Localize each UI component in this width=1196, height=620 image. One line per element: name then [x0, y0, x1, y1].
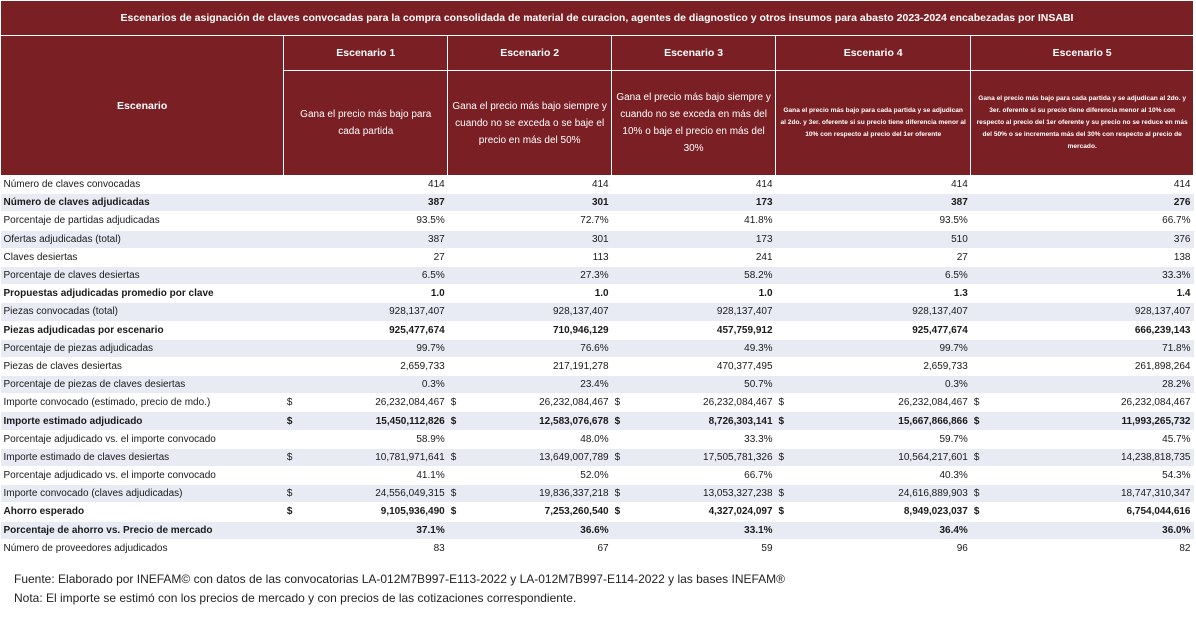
table-row — [1, 394, 1194, 412]
cell-value: 1.3 — [788, 285, 971, 303]
cell-value: 45.7% — [983, 430, 1194, 448]
cell-value: 33.1% — [624, 521, 776, 539]
cell-value: 40.3% — [788, 467, 971, 485]
scenario-3-name: Escenario 3 — [612, 36, 776, 71]
currency-symbol — [448, 194, 460, 212]
currency-symbol — [612, 467, 624, 485]
cell-value: 67 — [460, 539, 612, 557]
currency-symbol — [448, 357, 460, 375]
currency-symbol: $ — [612, 485, 624, 503]
cell-value: 58.9% — [296, 430, 448, 448]
cell-value: 928,137,407 — [788, 303, 971, 321]
currency-symbol — [776, 285, 788, 303]
currency-symbol — [612, 430, 624, 448]
cell-value: 12,583,076,678 — [460, 412, 612, 430]
currency-symbol: $ — [448, 448, 460, 466]
cell-value: 19,836,337,218 — [460, 485, 612, 503]
currency-symbol: $ — [284, 412, 296, 430]
currency-symbol: $ — [776, 503, 788, 521]
cell-value: 301 — [460, 194, 612, 212]
currency-symbol — [448, 303, 460, 321]
cell-value: 36.0% — [983, 521, 1194, 539]
table-row — [1, 212, 1194, 230]
currency-symbol — [284, 376, 296, 394]
currency-symbol: $ — [776, 448, 788, 466]
cell-value: 23.4% — [460, 376, 612, 394]
table-row — [1, 285, 1194, 303]
cell-value: 41.8% — [624, 212, 776, 230]
cell-value: 0.3% — [788, 376, 971, 394]
cell-value: 82 — [983, 539, 1194, 557]
cell-value: 71.8% — [983, 339, 1194, 357]
currency-symbol — [448, 339, 460, 357]
cell-value: 414 — [983, 176, 1194, 194]
table-row — [1, 248, 1194, 266]
row-label: Piezas adjudicadas por escenario — [1, 321, 284, 339]
cell-value: 4,327,024,097 — [624, 503, 776, 521]
currency-symbol — [971, 321, 983, 339]
row-label: Porcentaje adjudicado vs. el importe convocado — [1, 467, 284, 485]
row-label: Porcentaje de piezas de claves desiertas — [1, 376, 284, 394]
scenario-4-name: Escenario 4 — [776, 36, 971, 71]
cell-value: 59 — [624, 539, 776, 557]
cell-value: 928,137,407 — [624, 303, 776, 321]
cell-value: 83 — [296, 539, 448, 557]
currency-symbol — [284, 339, 296, 357]
cell-value: 26,232,084,467 — [296, 394, 448, 412]
currency-symbol: $ — [971, 448, 983, 466]
currency-symbol — [448, 376, 460, 394]
currency-symbol: $ — [448, 394, 460, 412]
currency-symbol — [612, 176, 624, 194]
currency-symbol — [612, 285, 624, 303]
cell-value: 26,232,084,467 — [983, 394, 1194, 412]
scenario-2-name: Escenario 2 — [448, 36, 612, 71]
table-row — [1, 503, 1194, 521]
cell-value: 138 — [983, 248, 1194, 266]
cell-value: 93.5% — [296, 212, 448, 230]
currency-symbol — [971, 467, 983, 485]
cell-value: 27 — [296, 248, 448, 266]
row-label: Porcentaje de piezas adjudicadas — [1, 339, 284, 357]
currency-symbol: $ — [612, 412, 624, 430]
currency-symbol — [448, 285, 460, 303]
currency-symbol — [284, 357, 296, 375]
cell-value: 17,505,781,326 — [624, 448, 776, 466]
currency-symbol — [448, 467, 460, 485]
cell-value: 925,477,674 — [296, 321, 448, 339]
currency-symbol — [612, 230, 624, 248]
currency-symbol — [776, 430, 788, 448]
currency-symbol: $ — [284, 485, 296, 503]
currency-symbol — [971, 248, 983, 266]
scenario-1-name: Escenario 1 — [284, 36, 448, 71]
table-row — [1, 266, 1194, 284]
currency-symbol — [612, 266, 624, 284]
cell-value: 37.1% — [296, 521, 448, 539]
footnotes — [14, 570, 785, 608]
cell-value: 24,616,889,903 — [788, 485, 971, 503]
currency-symbol: $ — [971, 412, 983, 430]
table-row — [1, 412, 1194, 430]
currency-symbol — [448, 539, 460, 557]
cell-value: 10,564,217,601 — [788, 448, 971, 466]
currency-symbol — [776, 467, 788, 485]
currency-symbol — [776, 521, 788, 539]
cell-value: 26,232,084,467 — [460, 394, 612, 412]
currency-symbol — [284, 303, 296, 321]
currency-symbol — [612, 357, 624, 375]
cell-value: 2,659,733 — [296, 357, 448, 375]
cell-value: 276 — [983, 194, 1194, 212]
row-label: Propuestas adjudicadas promedio por clave — [1, 285, 284, 303]
cell-value: 48.0% — [460, 430, 612, 448]
row-label: Número de proveedores adjudicados — [1, 539, 284, 557]
currency-symbol — [448, 266, 460, 284]
cell-value: 41.1% — [296, 467, 448, 485]
cell-value: 301 — [460, 230, 612, 248]
currency-symbol — [448, 430, 460, 448]
cell-value: 66.7% — [983, 212, 1194, 230]
currency-symbol — [612, 376, 624, 394]
cell-value: 1.4 — [983, 285, 1194, 303]
currency-symbol — [971, 521, 983, 539]
cell-value: 7,253,260,540 — [460, 503, 612, 521]
currency-symbol: $ — [284, 448, 296, 466]
cell-value: 470,377,495 — [624, 357, 776, 375]
currency-symbol — [284, 539, 296, 557]
cell-value: 50.7% — [624, 376, 776, 394]
cell-value: 27.3% — [460, 266, 612, 284]
cell-value: 9,105,936,490 — [296, 503, 448, 521]
cell-value: 1.0 — [624, 285, 776, 303]
cell-value: 928,137,407 — [983, 303, 1194, 321]
cell-value: 173 — [624, 194, 776, 212]
scenario-2-description: Gana el precio más bajo siempre y cuando no se exceda o se baje el precio en más del 50% — [448, 71, 612, 176]
cell-value: 414 — [788, 176, 971, 194]
cell-value: 26,232,084,467 — [788, 394, 971, 412]
cell-value: 928,137,407 — [296, 303, 448, 321]
table-row — [1, 321, 1194, 339]
cell-value: 414 — [296, 176, 448, 194]
table-row — [1, 230, 1194, 248]
currency-symbol — [971, 285, 983, 303]
row-label: Importe estimado de claves desiertas — [1, 448, 284, 466]
currency-symbol — [448, 321, 460, 339]
table-row — [1, 485, 1194, 503]
currency-symbol — [776, 321, 788, 339]
cell-value: 1.0 — [460, 285, 612, 303]
escenario-header: Escenario — [1, 36, 284, 176]
currency-symbol — [612, 339, 624, 357]
cell-value: 510 — [788, 230, 971, 248]
row-label: Porcentaje de partidas adjudicadas — [1, 212, 284, 230]
currency-symbol — [284, 248, 296, 266]
table-row — [1, 357, 1194, 375]
currency-symbol — [612, 194, 624, 212]
cell-value: 15,450,112,826 — [296, 412, 448, 430]
cell-value: 6.5% — [788, 266, 971, 284]
currency-symbol — [612, 521, 624, 539]
cell-value: 59.7% — [788, 430, 971, 448]
currency-symbol — [448, 176, 460, 194]
cell-value: 13,053,327,238 — [624, 485, 776, 503]
row-label: Porcentaje de claves desiertas — [1, 266, 284, 284]
cell-value: 925,477,674 — [788, 321, 971, 339]
cell-value: 1.0 — [296, 285, 448, 303]
currency-symbol: $ — [776, 412, 788, 430]
cell-value: 13,649,007,789 — [460, 448, 612, 466]
currency-symbol: $ — [612, 394, 624, 412]
scenario-5-description: Gana el precio más bajo para cada partida y se adjudican al 2do. y 3er. oferente si su precio tiene diferencia menor al 10% con respecto al precio del 1er oferente y su precio no se reduce en más del 50% o se incrementa más del 30% con respecto al precio de mercado. — [971, 71, 1194, 176]
currency-symbol: $ — [284, 503, 296, 521]
cell-value: 27 — [788, 248, 971, 266]
table-row — [1, 339, 1194, 357]
currency-symbol — [284, 321, 296, 339]
currency-symbol — [284, 285, 296, 303]
currency-symbol — [448, 521, 460, 539]
scenario-1-description: Gana el precio más bajo para cada partida — [284, 71, 448, 176]
currency-symbol — [284, 194, 296, 212]
currency-symbol — [776, 357, 788, 375]
cell-value: 96 — [788, 539, 971, 557]
cell-value: 72.7% — [460, 212, 612, 230]
cell-value: 8,726,303,141 — [624, 412, 776, 430]
currency-symbol — [971, 176, 983, 194]
currency-symbol — [448, 248, 460, 266]
scenario-3-description: Gana el precio más bajo siempre y cuando no se exceda en más del 10% o baje el precio en más del 30% — [612, 71, 776, 176]
cell-value: 36.6% — [460, 521, 612, 539]
currency-symbol — [971, 212, 983, 230]
cell-value: 52.0% — [460, 467, 612, 485]
table-row — [1, 176, 1194, 194]
row-label: Número de claves adjudicadas — [1, 194, 284, 212]
cell-value: 261,898,264 — [983, 357, 1194, 375]
currency-symbol: $ — [971, 503, 983, 521]
currency-symbol: $ — [448, 412, 460, 430]
table-row — [1, 430, 1194, 448]
cell-value: 414 — [460, 176, 612, 194]
cell-value: 26,232,084,467 — [624, 394, 776, 412]
currency-symbol — [776, 303, 788, 321]
row-label: Importe convocado (estimado, precio de mdo.) — [1, 394, 284, 412]
row-label: Claves desiertas — [1, 248, 284, 266]
table-body — [1, 176, 1194, 558]
cell-value: 666,239,143 — [983, 321, 1194, 339]
table-row — [1, 467, 1194, 485]
row-label: Ahorro esperado — [1, 503, 284, 521]
row-label: Porcentaje adjudicado vs. el importe convocado — [1, 430, 284, 448]
currency-symbol — [971, 357, 983, 375]
cell-value: 457,759,912 — [624, 321, 776, 339]
cell-value: 0.3% — [296, 376, 448, 394]
cell-value: 8,949,023,037 — [788, 503, 971, 521]
currency-symbol: $ — [612, 448, 624, 466]
table-row — [1, 521, 1194, 539]
currency-symbol — [971, 376, 983, 394]
cell-value: 6,754,044,616 — [983, 503, 1194, 521]
table-title: Escenarios de asignación de claves convocadas para la compra consolidada de material de curacion, agentes de diagnostico y otros insumos para abasto 2023-2024 encabezadas por INSABI — [1, 1, 1194, 36]
currency-symbol — [776, 248, 788, 266]
currency-symbol — [971, 430, 983, 448]
cell-value: 33.3% — [624, 430, 776, 448]
cell-value: 99.7% — [296, 339, 448, 357]
cell-value: 928,137,407 — [460, 303, 612, 321]
row-label: Ofertas adjudicadas (total) — [1, 230, 284, 248]
currency-symbol — [284, 176, 296, 194]
cell-value: 387 — [788, 194, 971, 212]
currency-symbol — [776, 176, 788, 194]
cell-value: 387 — [296, 230, 448, 248]
cell-value: 36.4% — [788, 521, 971, 539]
cell-value: 6.5% — [296, 266, 448, 284]
currency-symbol — [971, 266, 983, 284]
cell-value: 66.7% — [624, 467, 776, 485]
currency-symbol — [776, 339, 788, 357]
currency-symbol — [612, 321, 624, 339]
currency-symbol — [971, 303, 983, 321]
cell-value: 387 — [296, 194, 448, 212]
cell-value: 18,747,310,347 — [983, 485, 1194, 503]
currency-symbol — [776, 194, 788, 212]
currency-symbol: $ — [448, 503, 460, 521]
cell-value: 217,191,278 — [460, 357, 612, 375]
cell-value: 99.7% — [788, 339, 971, 357]
cell-value: 11,993,265,732 — [983, 412, 1194, 430]
cell-value: 93.5% — [788, 212, 971, 230]
cell-value: 14,238,818,735 — [983, 448, 1194, 466]
row-label: Porcentaje de ahorro vs. Precio de mercado — [1, 521, 284, 539]
currency-symbol — [971, 539, 983, 557]
cell-value: 2,659,733 — [788, 357, 971, 375]
currency-symbol — [612, 539, 624, 557]
currency-symbol — [971, 339, 983, 357]
currency-symbol: $ — [971, 394, 983, 412]
currency-symbol: $ — [284, 394, 296, 412]
cell-value: 173 — [624, 230, 776, 248]
currency-symbol: $ — [776, 485, 788, 503]
table-row — [1, 539, 1194, 557]
scenario-5-name: Escenario 5 — [971, 36, 1194, 71]
currency-symbol — [776, 230, 788, 248]
cell-value: 28.2% — [983, 376, 1194, 394]
table-row — [1, 448, 1194, 466]
currency-symbol: $ — [776, 394, 788, 412]
cell-value: 49.3% — [624, 339, 776, 357]
cell-value: 376 — [983, 230, 1194, 248]
cell-value: 54.3% — [983, 467, 1194, 485]
currency-symbol — [284, 521, 296, 539]
currency-symbol: $ — [971, 485, 983, 503]
currency-symbol — [612, 248, 624, 266]
methodology-note: Nota: El importe se estimó con los precios de mercado y con precios de las cotizaciones correspondiente. — [14, 591, 577, 605]
row-label: Importe convocado (claves adjudicadas) — [1, 485, 284, 503]
scenario-4-description: Gana el precio más bajo para cada partida y se adjudican al 2do. y 3er. oferente si su precio tiene diferencia menor al 10% con respecto al precio del 1er oferente — [776, 71, 971, 176]
currency-symbol — [284, 467, 296, 485]
table-row — [1, 194, 1194, 212]
currency-symbol — [448, 212, 460, 230]
currency-symbol — [776, 376, 788, 394]
cell-value: 241 — [624, 248, 776, 266]
currency-symbol — [284, 230, 296, 248]
currency-symbol — [284, 266, 296, 284]
table-row — [1, 376, 1194, 394]
cell-value: 33.3% — [983, 266, 1194, 284]
currency-symbol — [776, 539, 788, 557]
currency-symbol — [612, 212, 624, 230]
currency-symbol — [971, 230, 983, 248]
table-row — [1, 303, 1194, 321]
row-label: Número de claves convocadas — [1, 176, 284, 194]
cell-value: 76.6% — [460, 339, 612, 357]
currency-symbol: $ — [612, 503, 624, 521]
cell-value: 24,556,049,315 — [296, 485, 448, 503]
currency-symbol — [284, 212, 296, 230]
cell-value: 15,667,866,866 — [788, 412, 971, 430]
currency-symbol — [971, 194, 983, 212]
cell-value: 58.2% — [624, 266, 776, 284]
row-label: Piezas convocadas (total) — [1, 303, 284, 321]
currency-symbol — [448, 230, 460, 248]
currency-symbol — [776, 266, 788, 284]
cell-value: 113 — [460, 248, 612, 266]
cell-value: 414 — [624, 176, 776, 194]
cell-value: 710,946,129 — [460, 321, 612, 339]
currency-symbol — [612, 303, 624, 321]
currency-symbol: $ — [448, 485, 460, 503]
row-label: Piezas de claves desiertas — [1, 357, 284, 375]
row-label: Importe estimado adjudicado — [1, 412, 284, 430]
currency-symbol — [284, 430, 296, 448]
currency-symbol — [776, 212, 788, 230]
source-note: Fuente: Elaborado por INEFAM© con datos de las convocatorias LA-012M7B997-E113-2022 y LA-012M7B997-E114-2022 y las bases INEFAM® — [14, 572, 785, 586]
cell-value: 10,781,971,641 — [296, 448, 448, 466]
